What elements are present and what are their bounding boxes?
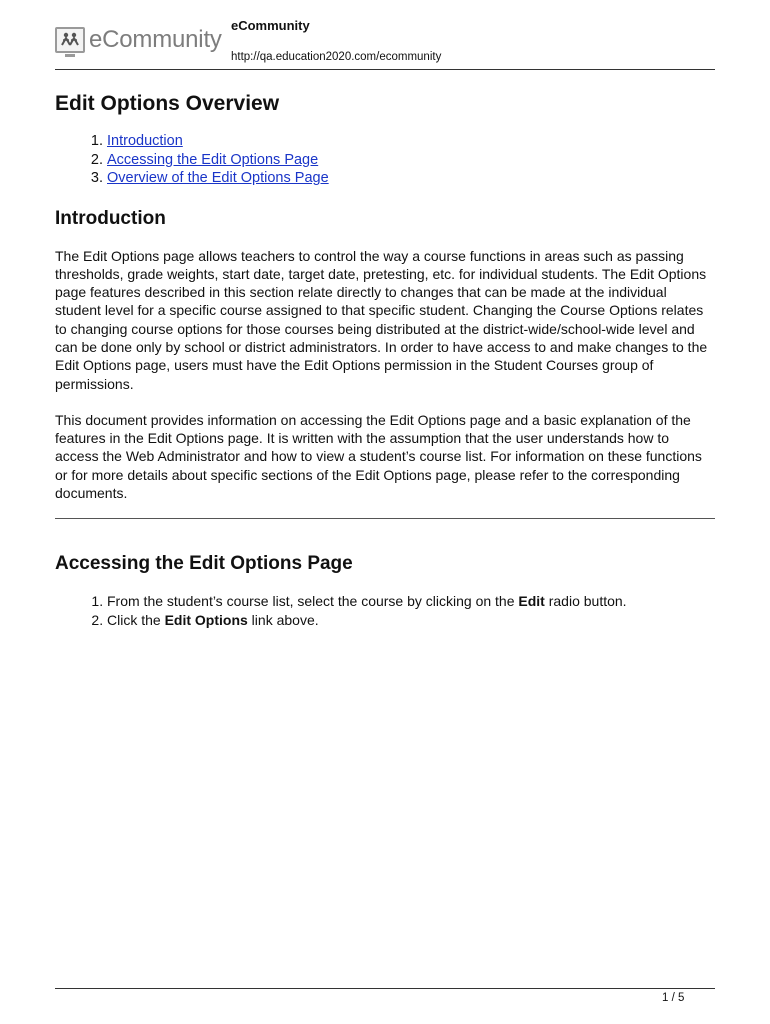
accessing-steps — [55, 592, 715, 629]
step-text: link above. — [247, 611, 319, 628]
toc-item — [107, 132, 715, 151]
table-of-contents — [55, 132, 715, 188]
toc-link-accessing[interactable]: Accessing the Edit Options Page — [107, 151, 319, 168]
step-text: From the student’s course list, select the course by clicking on the — [107, 593, 519, 610]
page-number: 1 / 5 — [662, 992, 685, 1004]
step-text: Click the — [107, 611, 165, 628]
page-header — [55, 14, 715, 70]
accessing-heading: Accessing the Edit Options Page — [55, 553, 353, 575]
site-name: eCommunity — [231, 18, 310, 33]
site-url: http://qa.education2020.com/ecommunity — [231, 51, 442, 63]
step-bold-text: Edit Options — [164, 611, 248, 628]
introduction-heading: Introduction — [55, 207, 166, 229]
section-divider — [55, 518, 715, 519]
step-bold-text: Edit — [518, 593, 545, 610]
monitor-people-icon — [55, 27, 85, 53]
footer-divider — [55, 988, 715, 989]
step-item — [107, 611, 715, 630]
introduction-paragraph: This document provides information on accessing the Edit Options page and a basic explanation of the features in the Edit Options page. It is written with the assumption that the user understands how to access the Web Administrator and how to view a student’s course list. For information on these functions or for more details about specific sections of the Edit Options page, please refer to the corresponding documents. — [55, 411, 702, 502]
toc-item — [107, 169, 715, 188]
step-text: radio button. — [544, 593, 627, 610]
step-item — [107, 592, 715, 611]
logo-text: eCommunity — [89, 26, 222, 53]
document-body — [55, 92, 715, 629]
page-title: Edit Options Overview — [55, 92, 280, 115]
ecommunity-logo[interactable] — [55, 26, 222, 54]
introduction-paragraph: The Edit Options page allows teachers to control the way a course functions in areas such as passing thresholds, grade weights, start date, target date, pretesting, etc. for individual students. The Edit Options page features described in this section relate directly to changes that can be made at the individual student level for a specific course assigned to that specific student. Changing the Course Options relates to changing course options for those courses being distributed at the district-wide/school-wide level and can be done only by school or district administrators. In order to have access to and make changes to the Edit Options page, users must have the Edit Options permission in the Student Courses group of permissions. — [55, 247, 708, 392]
toc-link-introduction[interactable]: Introduction — [107, 133, 183, 149]
toc-link-overview[interactable]: Overview of the Edit Options Page — [107, 170, 329, 186]
toc-item — [107, 151, 715, 170]
